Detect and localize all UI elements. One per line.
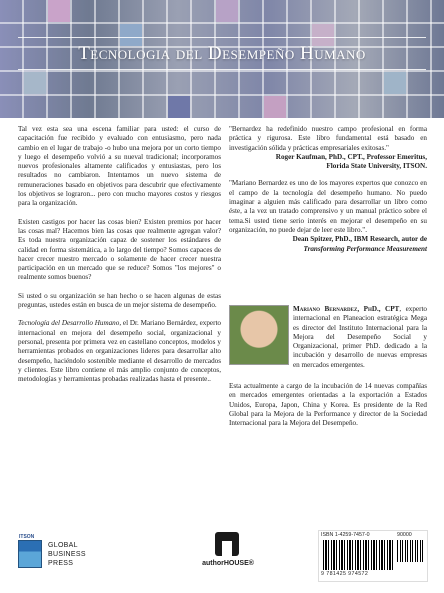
authorhouse-logo: authorHOUSE®	[202, 532, 254, 578]
right-column	[229, 125, 427, 262]
attribution-spitzer: Dean Spitzer, PhD., IBM Research, autor de Transforming Performance Measurement	[292, 235, 427, 253]
barcode-addon-bars	[397, 540, 423, 562]
isbn-text: ISBN 1-4259-7457-0	[321, 532, 370, 538]
author-photo	[229, 305, 289, 365]
search-paragraph: Si usted o su organización se han hecho o se hacen algunas de estas preguntas, ustedes están en busca de un mejor sistema de desempeño.	[18, 291, 221, 310]
barcode-number: 9 781425 974572	[321, 571, 369, 577]
quote-spitzer: "Mariano Bernardez es uno de los mayores expertos que conozco en el campo de la tecnología del desempeño humano. No puedo imaginar a alguien más calificado para desarrollar un libro como éste, a la vez un tratado comprensivo y un manual práctico sobre el tema.Si usted tiene serio interés en mejorar el desempeño en su organización, no puede dejar de leer este libro.".	[229, 179, 427, 234]
mosaic-tile	[264, 96, 286, 118]
mosaic-tile	[216, 0, 238, 22]
mosaic-tile	[168, 96, 190, 118]
price-code: 90000	[397, 532, 412, 538]
cover-banner	[0, 0, 444, 118]
mosaic-tile	[48, 0, 70, 22]
author-bio: Mariano Bernardez, PhD., CPT, experto internacional en Planeacion estratégica Mega es director del Instituto Internacional para la Mejora del Desempeño Social y Organizacional, primer PhD. dedicado a la incubación y desarrollo de nuevas empresas en mercados emergentes.	[293, 305, 428, 369]
mosaic-tile	[24, 72, 46, 94]
itson-logo: ITSON	[18, 540, 42, 568]
author-block	[229, 305, 427, 370]
book-summary-paragraph	[18, 319, 221, 384]
isbn-barcode	[318, 530, 428, 582]
mosaic-tile	[384, 72, 406, 94]
intro-paragraph: Tal vez esta sea una escena familiar para usted: el curso de capacitación fue recibido y evaluado con entusiasmo, pero nada cambio en el lugar de trabajo -o hubo una mejora por un corto tiempo y luego el desempeño volvió a su nueval tradicional; incorporamos nuevos profesionales altamente calificados y entusiastas, pero los resultados no cambiaron. Intentamos un nuevo sistema de remuneraciones basado en objetivos para descubrir que efectivamente los objetivos se lograron... pero con mucho mayores costos y riesgos para la organización.	[18, 125, 221, 208]
book-title: Tecnologia del Desempeño Humano	[0, 43, 444, 65]
questions-paragraph: Existen castigos por hacer las cosas bien? Existen premios por hacer las cosas mal? Hacemos bien las cosas que realmente agregan valor? Es toda nuestra organización capaz de sostener los estándares de calidad en forma sistemática, a lo largo del tiempo? Somos capaces de hacer crecer nuestro mercado o solamente de hacer crecer nuestra participación en un mercado que se reduce? Somos "los mejores" o realmente somos buenos?	[18, 217, 221, 282]
left-column	[18, 125, 221, 393]
author-bio-continued: Esta actualmente a cargo de la incubación de 14 nuevas compañías en mercados emergentes orientadas a la exportación a Estados Unidos, Europa, Japon, China y Korea. Es presidente de la Red Global para la Mejora de la Performance y director de la Sociedad Internacional para la Mejora del Desempeño.	[229, 382, 427, 428]
quote-kaufman: "Bernardez ha redefinido nuestro campo profesional en forma práctica y rigurosa. Este libro fundamental está basado en investigación sólida y prácticas empresariales exitosas."	[229, 125, 427, 152]
publisher-name: GLOBAL BUSINESS PRESS	[48, 542, 86, 567]
barcode-bars	[323, 540, 393, 570]
book-summary-text: , el Dr. Mariano Bernárdez, experto internacional en mejora del desempeño social, organizacional y personal, presenta por primera vez en castellano conceptos, modelos y herramientas probados en organizaciones lideres para desarrollar alto desempeño, haciéndolo sostenible mediante el desarrollo de mercados y clientes. Este libro contiene el más amplio conjunto de conceptos, metodologías y herramientas probadas realizadas hasta el presente..	[18, 319, 221, 384]
house-icon	[215, 532, 239, 556]
attribution-kaufman: Roger Kaufman, PhD., CPT., Professor Emeritus, Florida State University, ITSON.	[275, 152, 427, 171]
author-name: Mariano Bernardez, PhD., CPT	[293, 305, 400, 313]
book-name-italic: Tecnología del Desarrollo Humano	[18, 319, 120, 328]
